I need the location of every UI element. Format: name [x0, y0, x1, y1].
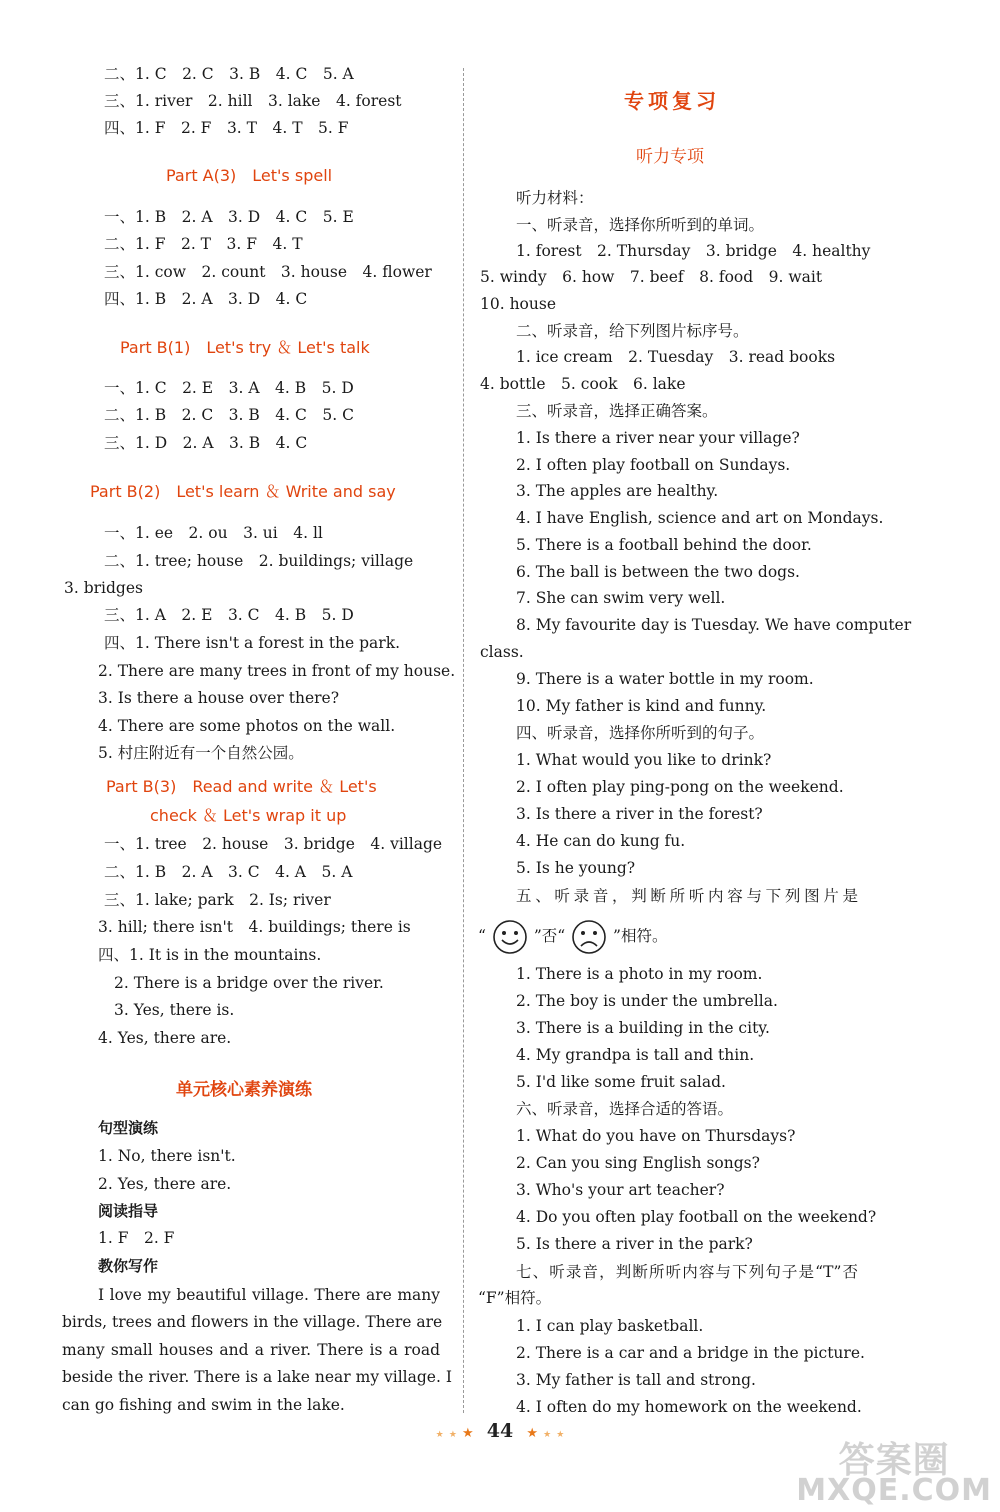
answer-line: 2. Can you sing English songs? [516, 1154, 760, 1172]
smiley-face-icon [491, 919, 529, 955]
answer-line: 三、1. river 2. hill 3. lake 4. forest [104, 92, 402, 110]
star-icon: ★ [556, 1430, 565, 1440]
star-icon: ★ [462, 1426, 474, 1441]
page-number: 44 [486, 1420, 514, 1442]
answer-line: 一、1. ee 2. ou 3. ui 4. ll [104, 524, 323, 542]
answer-line: 1. Is there a river near your village? [516, 429, 800, 447]
quote-mid: ”否“ [533, 927, 566, 945]
material-title: 听力材料： [516, 189, 594, 207]
answer-line: 6. The ball is between the two dogs. [516, 563, 800, 581]
answer-line: 3. Is there a house over there? [98, 689, 340, 707]
answer-line: 一、1. tree 2. house 3. bridge 4. village [104, 835, 443, 853]
answer-line: 四、1. There isn't a forest in the park. [104, 634, 401, 652]
special-review-heading: 专项复习 [624, 89, 720, 113]
listening-heading: 听力专项 [636, 147, 704, 167]
answer-line: 3. Is there a river in the forest? [516, 805, 763, 823]
answer-line: 1. What do you have on Thursdays? [516, 1127, 796, 1145]
page-footer [0, 1420, 1000, 1442]
answer-line: 4. My grandpa is tall and thin. [516, 1046, 755, 1064]
section-title: 一、听录音，选择你所听到的单词。 [516, 216, 765, 234]
answer-line: 5. windy 6. how 7. beef 8. food 9. wait [480, 268, 823, 286]
answer-line: 2. I often play football on Sundays. [516, 456, 791, 474]
answer-line: 二、1. F 2. T 3. F 4. T [104, 235, 303, 253]
quote-close: ”相符。 [613, 927, 668, 945]
answer-line: 四、1. It is in the mountains. [98, 946, 322, 964]
section-title: 五、听录音，判断所听内容与下列图片是 [516, 887, 858, 905]
quote-open: “ [478, 927, 486, 945]
unit-practice-heading: 单元核心素养演练 [176, 1080, 312, 1100]
answer-line: 一、1. C 2. E 3. A 4. B 5. D [104, 379, 354, 397]
section-title: 七、听录音，判断所听内容与下列句子是“T”否 [516, 1263, 858, 1281]
answer-line: 二、1. C 2. C 3. B 4. C 5. A [104, 65, 354, 83]
watermark-site: MXQE.COM [796, 1473, 992, 1508]
section-title: 六、听录音，选择合适的答语。 [516, 1100, 734, 1118]
reading-guide-title: 阅读指导 [98, 1202, 159, 1220]
answer-line: 一、1. B 2. A 3. D 4. C 5. E [104, 208, 354, 226]
writing-line: birds, trees and flowers in the village. There are [62, 1313, 443, 1331]
section-title-cont: “F”相符。 [478, 1289, 552, 1307]
section-heading-part-b3-cont: check ＆ Let's wrap it up [150, 806, 347, 825]
answer-line: 1. No, there isn't. [98, 1147, 236, 1165]
writing-line: I love my beautiful village. There are many [98, 1286, 440, 1304]
star-icon: ★ [543, 1430, 552, 1440]
answer-line: 4. There are some photos on the wall. [98, 717, 396, 735]
answer-line: 二、1. B 2. A 3. C 4. A 5. A [104, 863, 353, 881]
section-title: 三、听录音，选择正确答案。 [516, 402, 718, 420]
writing-line: many small houses and a river. There is a road [62, 1341, 440, 1359]
answer-line: 5. Is there a river in the park? [516, 1235, 753, 1253]
face-choice-line [478, 918, 667, 954]
writing-title: 教你写作 [98, 1257, 159, 1275]
answer-line: 3. hill; there isn't 4. buildings; there is [98, 918, 411, 936]
answer-line: 5. There is a football behind the door. [516, 536, 812, 554]
answer-line: 2. The boy is under the umbrella. [516, 992, 778, 1010]
pattern-practice-title: 句型演练 [98, 1119, 159, 1137]
answer-line: 四、1. F 2. F 3. T 4. T 5. F [104, 119, 349, 137]
section-title: 二、听录音，给下列图片标序号。 [516, 322, 749, 340]
answer-line: 5. I'd like some fruit salad. [516, 1073, 726, 1091]
watermark-logo: 答案圈 [838, 1440, 950, 1481]
star-icon: ★ [526, 1426, 538, 1441]
answer-line: 3. Who's your art teacher? [516, 1181, 725, 1199]
answer-line: 二、1. B 2. C 3. B 4. C 5. C [104, 406, 354, 424]
answer-line: 4. He can do kung fu. [516, 832, 686, 850]
answer-line: 1. There is a photo in my room. [516, 965, 763, 983]
section-heading-part-b2: Part B(2) Let's learn ＆ Write and say [90, 482, 396, 501]
writing-line: can go fishing and swim in the lake. [62, 1396, 345, 1414]
answer-line: 5. Is he young? [516, 859, 636, 877]
answer-line: 7. She can swim very well. [516, 589, 726, 607]
answer-line: 3. Yes, there is. [114, 1001, 235, 1019]
answer-line: 2. Yes, there are. [98, 1175, 232, 1193]
answer-line: 二、1. tree; house 2. buildings; village [104, 552, 414, 570]
answer-line: 1. ice cream 2. Tuesday 3. read books [516, 348, 836, 366]
answer-line: 10. house [480, 295, 557, 313]
watermark [796, 1440, 992, 1508]
answer-line: 1. F 2. F [98, 1229, 175, 1247]
star-icon: ★ [448, 1430, 457, 1440]
answer-line: 10. My father is kind and funny. [516, 697, 767, 715]
answer-line: 4. I have English, science and art on Mondays. [516, 509, 884, 527]
answer-line: 1. I can play basketball. [516, 1317, 704, 1335]
answer-line: 3. There is a building in the city. [516, 1019, 770, 1037]
answer-line: 三、1. lake; park 2. Is; river [104, 891, 331, 909]
answer-line: 三、1. A 2. E 3. C 4. B 5. D [104, 606, 354, 624]
answer-line: 2. There is a car and a bridge in the picture. [516, 1344, 865, 1362]
answer-line: 1. What would you like to drink? [516, 751, 772, 769]
answer-line: 1. forest 2. Thursday 3. bridge 4. healthy [516, 242, 871, 260]
answer-line: 4. Do you often play football on the weekend? [516, 1208, 877, 1226]
section-heading-part-b1: Part B(1) Let's try ＆ Let's talk [120, 338, 370, 357]
answer-line: 8. My favourite day is Tuesday. We have computer [516, 616, 912, 634]
answer-line: 5. 村庄附近有一个自然公园。 [98, 744, 304, 762]
section-title: 四、听录音，选择你所听到的句子。 [516, 724, 765, 742]
answer-line: 4. bottle 5. cook 6. lake [480, 375, 686, 393]
answer-line: 3. My father is tall and strong. [516, 1371, 756, 1389]
answer-line: 2. There is a bridge over the river. [114, 974, 384, 992]
answer-line: 3. bridges [64, 579, 143, 597]
answer-line: 2. There are many trees in front of my house. [98, 662, 456, 680]
section-heading-part-b3: Part B(3) Read and write ＆ Let's [106, 777, 377, 796]
answer-line: class. [480, 643, 524, 661]
answer-line: 三、1. D 2. A 3. B 4. C [104, 434, 308, 452]
answer-line: 三、1. cow 2. count 3. house 4. flower [104, 263, 432, 281]
writing-line: beside the river. There is a lake near my village. I [62, 1368, 452, 1386]
section-heading-part-a3: Part A(3) Let's spell [166, 166, 333, 185]
star-icon: ★ [435, 1430, 444, 1440]
answer-line: 2. I often play ping-pong on the weekend. [516, 778, 844, 796]
answer-line: 4. Yes, there are. [98, 1029, 232, 1047]
sad-face-icon [570, 919, 608, 955]
answer-line: 9. There is a water bottle in my room. [516, 670, 814, 688]
answer-line: 3. The apples are healthy. [516, 482, 719, 500]
column-divider [463, 68, 464, 1413]
answer-line: 四、1. B 2. A 3. D 4. C [104, 290, 308, 308]
answer-line: 4. I often do my homework on the weekend. [516, 1398, 862, 1416]
